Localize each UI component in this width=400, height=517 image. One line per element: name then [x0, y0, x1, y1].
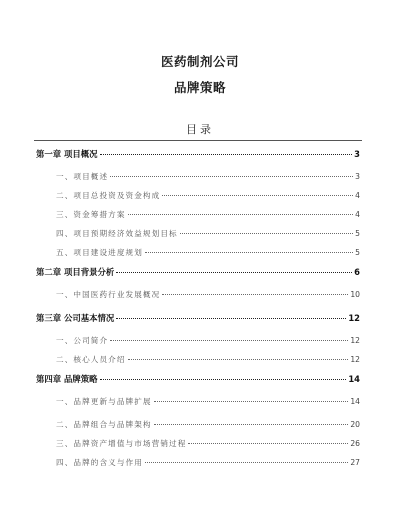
toc-page-number: 3: [354, 149, 360, 159]
toc-dot-leader: [154, 424, 349, 425]
toc-page-number: 12: [350, 336, 360, 345]
toc-section-entry[interactable]: [56, 228, 360, 239]
toc-entry-label: 第四章 品牌策略: [36, 374, 98, 384]
toc-section-entry[interactable]: [56, 289, 360, 300]
toc-page-number: 5: [355, 248, 360, 257]
toc-section-entry[interactable]: [56, 171, 360, 182]
toc-dot-leader: [110, 340, 348, 341]
toc-page-number: 3: [355, 172, 360, 181]
toc-section-entry[interactable]: [56, 457, 360, 468]
toc-chapter-entry[interactable]: [36, 373, 360, 385]
toc-page-number: 14: [350, 397, 360, 406]
toc-entry-label: 三、品牌资产增值与市场营销过程: [56, 439, 187, 448]
toc-page-number: 10: [350, 290, 360, 299]
toc-entry-label: 一、项目概述: [56, 172, 109, 181]
toc-page-number: 5: [355, 229, 360, 238]
toc-entry-label: 四、项目预期经济效益规划目标: [56, 229, 178, 238]
toc-entry-label: 第一章 项目概况: [36, 149, 98, 159]
toc-dot-leader: [162, 195, 353, 196]
toc-entry-label: 四、品牌的含义与作用: [56, 458, 143, 467]
toc-section-entry[interactable]: [56, 247, 360, 258]
toc-dot-leader: [145, 462, 348, 463]
toc-dot-leader: [116, 272, 352, 273]
toc-page-number: 27: [350, 458, 360, 467]
toc-entry-label: 一、中国医药行业发展概况: [56, 290, 161, 299]
toc-page-number: 12: [350, 355, 360, 364]
toc-section-entry[interactable]: [56, 190, 360, 201]
toc-dot-leader: [100, 154, 353, 155]
document-subtitle: 品牌策略: [173, 80, 226, 95]
toc-entry-label: 五、项目建设进度规划: [56, 248, 143, 257]
toc-dot-leader: [128, 214, 354, 215]
toc-entry-label: 二、项目总投资及资金构成: [56, 191, 161, 200]
toc-dot-leader: [145, 252, 353, 253]
toc-entry-label: 二、品牌组合与品牌架构: [56, 420, 152, 429]
toc-dot-leader: [116, 318, 346, 319]
company-name-title: 医药制剂公司: [160, 54, 239, 69]
toc-dot-leader: [154, 401, 349, 402]
toc-chapter-entry[interactable]: [36, 312, 360, 324]
toc-section-entry[interactable]: [56, 438, 360, 449]
toc-page-number: 14: [348, 374, 360, 384]
toc-entry-label: 二、核心人员介绍: [56, 355, 126, 364]
toc-page-number: 6: [354, 267, 360, 277]
toc-entry-label: 三、资金筹措方案: [56, 210, 126, 219]
toc-chapter-entry[interactable]: [36, 266, 360, 278]
toc-page-number: 26: [350, 439, 360, 448]
toc-chapter-entry[interactable]: [36, 148, 360, 160]
toc-page-number: 12: [348, 313, 360, 323]
toc-page-number: 4: [355, 210, 360, 219]
toc-section-entry[interactable]: [56, 335, 360, 346]
toc-section-entry[interactable]: [56, 209, 360, 220]
toc-dot-leader: [162, 294, 348, 295]
toc-section-entry[interactable]: [56, 419, 360, 430]
toc-dot-leader: [100, 379, 347, 380]
toc-top-rule: [34, 140, 362, 141]
toc-entry-label: 一、公司简介: [56, 336, 109, 345]
toc-dot-leader: [188, 443, 348, 444]
toc-entry-label: 一、品牌更新与品牌扩展: [56, 397, 152, 406]
toc-section-entry[interactable]: [56, 354, 360, 365]
toc-entry-label: 第二章 项目背景分析: [36, 267, 115, 277]
toc-section-entry[interactable]: [56, 396, 360, 407]
toc-dot-leader: [110, 176, 353, 177]
toc-page-number: 20: [350, 420, 360, 429]
toc-dot-leader: [180, 233, 353, 234]
toc-page-number: 4: [355, 191, 360, 200]
toc-dot-leader: [128, 359, 349, 360]
toc-heading: 目录: [186, 123, 214, 136]
toc-entry-label: 第三章 公司基本情况: [36, 313, 115, 323]
